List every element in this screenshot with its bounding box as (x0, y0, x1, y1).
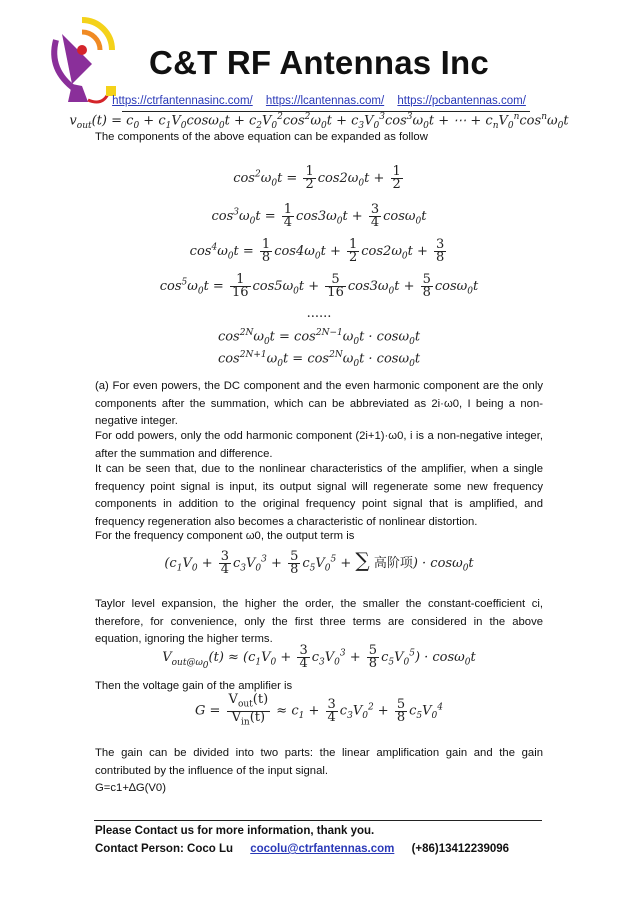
paragraph-voltage-gain: Then the voltage gain of the amplifier is (95, 680, 293, 692)
paragraph-odd-powers: For odd powers, only the odd harmonic component (2i+1)·ω0, i is a non-negative integer, after the summation and difference. (95, 430, 543, 460)
footer-line1: Please Contact us for more information, thank you. (95, 825, 375, 837)
gain-formula: G=c1+∆G(V0) (95, 782, 166, 794)
contact-person: Contact Person: Coco Lu (95, 843, 234, 855)
company-title: C&T RF Antennas Inc (149, 44, 489, 81)
equation-ellipsis: ...... (306, 306, 332, 321)
equation-vout: $v_{out}(t) = c_0 + c_1V_0\cos\omega_0t + c_2V_0^2\cos^2\omega_0t + c_3V_0^3\cos^3\omega_0t$ + ⋯ + $c_nV_0^n\cos^n\omega_0t$ (69, 112, 569, 131)
paragraph-nonlinear: It can be seen that, due to the nonlinear characteristics of the amplifier, when a single frequency point signal is input, its output signal will regenerate some new frequency components in addition to the original frequency point signal that is amplified, and frequency regeneration also becomes a characteristic of nonlinear distortion. (95, 463, 543, 528)
contact-phone: (+86)13412239096 (411, 843, 510, 855)
paragraph-gain-parts: The gain can be divided into two parts: the linear amplification gain and the gain contributed by the influence of the input signal. (95, 747, 543, 777)
equation-vout-omega: $V_{out@\omega_0}(t) \approx (c_1V_0$ + $\frac{3}{4}$ $c_3V_0^3$ + $\frac{5}{8}$ $c_5V_0^5) \cdot \cos\omega_0t$ (162, 643, 476, 671)
equation-cos2n: $\cos^{2N}\omega_0t = \cos^{2N-1}\omega_0t \cdot \cos\omega_0t$ (217, 328, 421, 347)
intro-text: The components of the above equation can be expanded as follow (95, 131, 428, 143)
paragraph-taylor: Taylor level expansion, the higher the order, the smaller the constant-coefficient ci, therefore, for convenience, only the first three terms are considered in the above equation, ignoring the higher terms. (95, 598, 543, 645)
contact-email-link[interactable]: cocolu@ctrfantennas.com (250, 843, 395, 855)
link-pcbantennas[interactable]: https://pcbantennas.com/ (397, 95, 526, 107)
equation-gain: G = $\frac{V_{out}(t)}{V_{in}(t)}$ ≈ $c_1$ + $\frac{3}{4}$ $c_3V_0^2$ + $\frac{5}{8}$ $c_5V_0^4$ (195, 692, 443, 728)
equation-cos2n1: $\cos^{2N+1}\omega_0t = \cos^{2N}\omega_0t \cdot \cos\omega_0t$ (217, 350, 421, 369)
link-ctrfantennasinc[interactable]: https://ctrfantennasinc.com/ (112, 95, 253, 107)
paragraph-frequency-component: For the frequency component ω0, the output term is (95, 530, 355, 542)
equation-output-term: ($c_1V_0$ + $\frac{3}{4}$ $c_3V_0^3$ + $\frac{5}{8}$ $c_5V_0^5$ + ∑ 高阶项) · cosω$_0$t (164, 548, 474, 577)
link-lcantennas[interactable]: https://lcantennas.com/ (265, 95, 385, 107)
paragraph-even-powers: (a) For even powers, the DC component and the even harmonic component are the only components after the summation, which can be abbreviated as 2i·ω0, I being a non-negative integer. (95, 380, 543, 427)
equation-cos4: $\cos^4\omega_0t$ = $\frac{1}{8}$ $\cos 4\omega_0t$ + $\frac{1}{2}$ $\cos 2\omega_0t$ + $\frac{3}{8}$ (189, 237, 445, 265)
header-links (0, 95, 638, 107)
footer-contact-line (95, 841, 543, 858)
equation-cos2: $\cos^2\omega_0t$ = $\frac{1}{2}$ $\cos 2\omega_0t$ + $\frac{1}{2}$ (233, 164, 401, 192)
equation-cos3: $\cos^3\omega_0t$ = $\frac{1}{4}$ $\cos 3\omega_0t$ + $\frac{3}{4}$ cosω$_0$t (211, 202, 427, 230)
footer-divider (94, 820, 542, 821)
equation-cos5: $\cos^5\omega_0t$ = $\frac{1}{16}$ $\cos 5\omega_0t$ + $\frac{5}{16}$ $\cos 3\omega_0t$ + $\frac{5}{8}$ cosω$_0$t (159, 272, 479, 300)
